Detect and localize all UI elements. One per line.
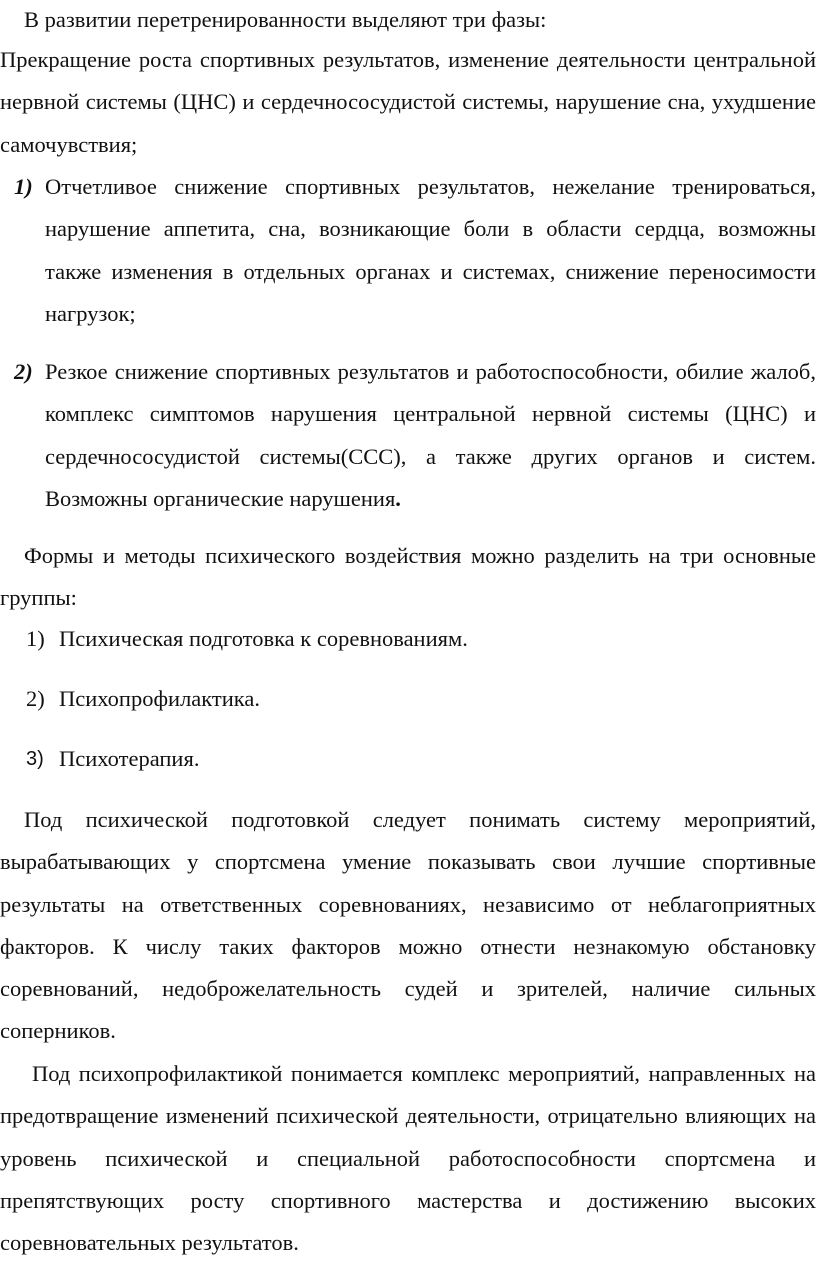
methods-intro: Формы и методы психического воздействия можно разделить на три основные группы:	[0, 543, 816, 611]
phase-2-text: Резкое снижение спортивных результатов и работоспособности, обилие жалоб, комплекс симптомов нарушения центральной нервной системы (ЦНС) и сердечнососудистой системы(ССС), а также других органов и систем. Возможны органические нарушения.	[45, 359, 816, 511]
method-3-number: 3)	[26, 748, 44, 770]
phase-zero-paragraph: Прекращение роста спортивных результатов, изменение деятельности центральной нервной системы (ЦНС) и сердечнососудистой системы, нарушение сна, ухудшение самочувствия;	[0, 47, 816, 157]
method-1-text: Психическая подготовка к соревнованиям.	[59, 626, 468, 651]
phases-intro: В развитии перетренированности выделяют три фазы:	[24, 7, 547, 32]
psych-preparation-paragraph: Под психической подготовкой следует понимать систему мероприятий, вырабатывающих у спортсмена умение показывать свои лучшие спортивные результаты на ответственных соревнованиях, независимо от неблагоприятных факторов. К числу таких факторов можно отнести незнакомую обстановку соревнований, недоброжелательность судей и зрителей, наличие сильных соперников.	[0, 807, 816, 1044]
method-2-text: Психопрофилактика.	[59, 686, 261, 711]
phase-1-number: 1)	[14, 174, 33, 199]
phase-1-text: Отчетливое снижение спортивных результатов, нежелание тренироваться, нарушение аппетита, сна, возникающие боли в области сердца, возможны также изменения в отдельных органах и системах, снижение переносимости нагрузок;	[45, 174, 816, 326]
method-2-number: 2)	[26, 686, 45, 711]
method-1-number: 1)	[26, 626, 45, 651]
psychoprophylaxis-paragraph: Под психопрофилактикой понимается комплекс мероприятий, направленных на предотвращение изменений психической деятельности, отрицательно влияющих на уровень психической и специальной работоспособности спортсмена и препятствующих росту спортивного мастерства и достижению высоких соревновательных результатов.	[0, 1061, 816, 1256]
method-3-text: Психотерапия.	[59, 746, 200, 771]
phase-2-number: 2)	[14, 359, 33, 384]
